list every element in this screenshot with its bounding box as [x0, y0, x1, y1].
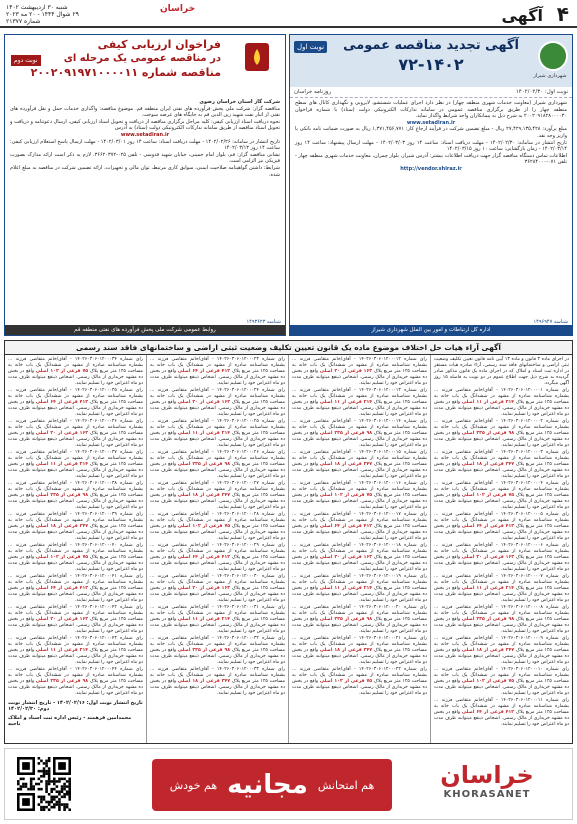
publication-badge: نوبت اول [294, 41, 327, 53]
plate-number: ۱۶۳ فرعی از ۲۰ اصلی [177, 586, 231, 591]
page-number: ۴ [556, 2, 569, 26]
ruling-item: رای شماره ۱۴۰۲۶۰۳۰۶۰۱۲۰۰۰۳۴ - آقای/خانم متقاضی فرزند ... بشماره شناسنامه صادره از مشهد در ششدانگ یک باب خانه به مساحت ۱۲۵ متر مربع پلاک ۷۵ فرعی از ۱۰۲ اصلی واقع در بخش ده مشهد خریداری از مالک رسمی. اشخاص ذینفع میتوانند ظرف مدت دو ماه اعتراض خود را تسلیم نمایند. [8, 357, 143, 386]
notice-intro: در اجرای ماده ۳ قانون و ماده ۱۳ آیین نامه قانون تعیین تکلیف وضعیت ثبتی اراضی و ساختمانهای فاقد سند رسمی، آراء صادره هیات مستقر در اداره ثبت اسناد و املاک که در اجرای ماده یک قانون مذکور صادر گردیده به شرح ذیل جهت اطلاع عموم در دو نوبت به فاصله ۱۵ روز آگهی میگردد. [434, 357, 569, 386]
ruling-item: رای شماره ۱۴۰۲۶۰۳۰۶۰۱۲۰۰۰۰۹ - آقای/خانم متقاضی فرزند ... بشماره شناسنامه صادره از مشهد در ششدانگ یک باب خانه به مساحت ۱۲۵ متر مربع پلاک ۳۴۷ فرعی از ۱۸ اصلی واقع در بخش ده مشهد خریداری از مالک رسمی. اشخاص ذینفع میتوانند ظرف مدت دو ماه اعتراض خود را تسلیم نمایند. [434, 636, 569, 665]
ruling-item: رای شماره ۱۴۰۲۶۰۳۰۶۰۱۲۰۰۰۱۹ - آقای/خانم متقاضی فرزند ... بشماره شناسنامه صادره از مشهد در ششدانگ یک باب خانه به مساحت ۱۲۵ متر مربع پلاک ۲۱۴ فرعی از ۱۱ اصلی واقع در بخش ده مشهد خریداری از مالک رسمی. اشخاص ذینفع میتوانند ظرف مدت دو ماه اعتراض خود را تسلیم نمایند. [292, 574, 427, 603]
ruling-item: رای شماره ۱۴۰۲۶۰۳۰۶۰۱۲۰۰۰۳۳ - آقای/خانم متقاضی فرزند ... بشماره شناسنامه صادره از مشهد در ششدانگ یک باب خانه به مساحت ۱۲۵ متر مربع پلاک ۳۴۷ فرعی از ۱۸ اصلی واقع در بخش ده مشهد خریداری از مالک رسمی. اشخاص ذینفع میتوانند ظرف مدت دو ماه اعتراض خود را تسلیم نمایند. [150, 667, 285, 696]
plate-number: ۷۵ فرعی از ۱۰۲ اصلی [319, 679, 373, 684]
notice-column [5, 355, 146, 743]
plate-number: ۴۱۲ فرعی از ۶۴ اصلی [319, 524, 373, 529]
ruling-item: رای شماره ۱۴۰۲۶۰۳۰۶۰۱۲۰۰۰۱۵ - آقای/خانم متقاضی فرزند ... بشماره شناسنامه صادره از مشهد در ششدانگ یک باب خانه به مساحت ۱۲۵ متر مربع پلاک ۳۴۷ فرعی از ۱۸ اصلی واقع در بخش ده مشهد خریداری از مالک رسمی. اشخاص ذینفع میتوانند ظرف مدت دو ماه اعتراض خود را تسلیم نمایند. [292, 450, 427, 479]
ruling-item: رای شماره ۱۴۰۲۶۰۳۰۶۰۱۲۰۰۰۱۶ - آقای/خانم متقاضی فرزند ... بشماره شناسنامه صادره از مشهد در ششدانگ یک باب خانه به مساحت ۱۲۵ متر مربع پلاک ۷۵ فرعی از ۱۰۲ اصلی واقع در بخش ده مشهد خریداری از مالک رسمی. اشخاص ذینفع میتوانند ظرف مدت دو ماه اعتراض خود را تسلیم نمایند. [292, 481, 427, 510]
plate-number: ۷۵ فرعی از ۱۰۲ اصلی [461, 493, 515, 498]
ad-footer: روابط عمومی شرکت ملی پخش فرآورده های نفتی منطقه قم [5, 325, 285, 335]
ruling-item: رای شماره ۱۴۰۲۶۰۳۰۶۰۱۲۰۰۰۱۱ - آقای/خانم متقاضی فرزند ... بشماره شناسنامه صادره از مشهد در ششدانگ یک باب خانه به مساحت ۱۲۵ متر مربع پلاک ۴۱۲ فرعی از ۶۴ اصلی واقع در بخش ده مشهد خریداری از مالک رسمی. اشخاص ذینفع میتوانند ظرف مدت دو ماه اعتراض خود را تسلیم نمایند. [434, 698, 569, 727]
ruling-item: رای شماره ۱۴۰۲۶۰۳۰۶۰۱۲۰۰۰۲۸ - آقای/خانم متقاضی فرزند ... بشماره شناسنامه صادره از مشهد در ششدانگ یک باب خانه به مساحت ۱۲۵ متر مربع پلاک ۷۵ فرعی از ۱۰۲ اصلی واقع در بخش ده مشهد خریداری از مالک رسمی. اشخاص ذینفع میتوانند ظرف مدت دو ماه اعتراض خود را تسلیم نمایند. [150, 512, 285, 541]
ad-body: شهرداری شیراز (معاونت خدمات شهری منطقه چهار) در نظر دارد اجرای عملیات شستشو، لایروبی و نگهداری کانال های سطح منطقه چهار را از طریق برگزاری مناقصه عمومی در سامانه تدارکات الکترونیکی دولت (ستاد) با شماره فراخوان ۲۰۰۲۰۹۱۸۲۸۰۰۰۰۳۰ به شرح ذیل به پیمانکاران واجد شرایط واگذار نماید. www.setadiran.ir مبلغ برآورد: ۲۷,۴۲۹,۱۳۵,۴۲۸ ریال - مبلغ تضمین شرکت در فرآیند ارجاع کار: ۱,۳۷۱,۴۵۶,۷۷۱ ریال به صورت ضمانت نامه بانکی یا واریز وجه نقد. تاریخ انتشار در سامانه: ۱۴۰۲/۰۲/۳۰ - مهلت دریافت اسناد: ساعت ۱۴ روز ۱۴۰۲/۰۳/۰۳ - مهلت ارسال پیشنهاد: ساعت ۱۴ روز ۱۴۰۲/۰۳/۱۴ - زمان بازگشایی: ساعت ۱۰ روز ۱۴۰۲/۰۳/۱۵ اطلاعات تماس دستگاه مناقصه گزار جهت دریافت اطلاعات بیشتر: آدرس شیراز، بلوار چمران، معاونت خدمات شهری منطقه چهار - تلفن ۰۷۱-۳۶۲۸۴۰۰۰ http://vendor.shiraz.ir [295, 100, 567, 172]
setad-link[interactable]: www.setadiran.ir [406, 119, 456, 126]
ruling-item: رای شماره ۱۴۰۲۶۰۳۰۶۰۱۲۰۰۰۰۵ - آقای/خانم متقاضی فرزند ... بشماره شناسنامه صادره از مشهد در ششدانگ یک باب خانه به مساحت ۱۲۵ متر مربع پلاک ۴۱۲ فرعی از ۶۴ اصلی واقع در بخش ده مشهد خریداری از مالک رسمی. اشخاص ذینفع میتوانند ظرف مدت دو ماه اعتراض خود را تسلیم نمایند. [434, 512, 569, 541]
ad-meta: نوبت اول: ۱۴۰۲/۰۲/۳۰ روزنامه خراسان [290, 87, 572, 98]
ruling-item: رای شماره ۱۴۰۲۶۰۳۰۶۰۱۲۰۰۰۳۶ - آقای/خانم متقاضی فرزند ... بشماره شناسنامه صادره از مشهد در ششدانگ یک باب خانه به مساحت ۱۲۵ متر مربع پلاک ۱۶۳ فرعی از ۲۰ اصلی واقع در بخش ده مشهد خریداری از مالک رسمی. اشخاص ذینفع میتوانند ظرف مدت دو ماه اعتراض خود را تسلیم نمایند. [8, 419, 143, 448]
notice-column [288, 355, 430, 743]
ad-number: مناقصه شماره ۲۰۰۲۰۹۱۹۷۱۰۰۰۰۱۱ [30, 66, 221, 79]
gas-company-logo-icon [233, 39, 281, 79]
plate-number: ۱۶۳ فرعی از ۲۰ اصلی [35, 431, 89, 436]
publication-dates: تاریخ انتشار نوبت اول: ۱۴۰۲/۰۲/۱۶ - تاریخ انتشار نوبت دوم: ۱۴۰۲/۰۲/۳۰ [8, 700, 143, 712]
ruling-item: رای شماره ۱۴۰۲۶۰۳۰۶۰۱۲۰۰۰۲۰ - آقای/خانم متقاضی فرزند ... بشماره شناسنامه صادره از مشهد در ششدانگ یک باب خانه به مساحت ۱۲۵ متر مربع پلاک ۹۸ فرعی از ۲۳۵ اصلی واقع در بخش ده مشهد خریداری از مالک رسمی. اشخاص ذینفع میتوانند ظرف مدت دو ماه اعتراض خود را تسلیم نمایند. [292, 605, 427, 634]
plate-number: ۹۸ فرعی از ۲۳۵ اصلی [35, 679, 89, 684]
logo-caption: شهرداری شیراز [533, 73, 567, 79]
plate-number: ۳۴۷ فرعی از ۱۸ اصلی [319, 462, 373, 467]
ruling-item: رای شماره ۱۴۰۲۶۰۳۰۶۰۱۲۰۰۰۰۲ - آقای/خانم متقاضی فرزند ... بشماره شناسنامه صادره از مشهد در ششدانگ یک باب خانه به مساحت ۱۲۵ متر مربع پلاک ۹۸ فرعی از ۲۳۵ اصلی واقع در بخش ده مشهد خریداری از مالک رسمی. اشخاص ذینفع میتوانند ظرف مدت دو ماه اعتراض خود را تسلیم نمایند. [434, 419, 569, 448]
ruling-item: رای شماره ۱۴۰۲۶۰۳۰۶۰۱۲۰۰۰۰۶ - آقای/خانم متقاضی فرزند ... بشماره شناسنامه صادره از مشهد در ششدانگ یک باب خانه به مساحت ۱۲۵ متر مربع پلاک ۱۶۳ فرعی از ۲۰ اصلی واقع در بخش ده مشهد خریداری از مالک رسمی. اشخاص ذینفع میتوانند ظرف مدت دو ماه اعتراض خود را تسلیم نمایند. [434, 543, 569, 572]
plate-number: ۷۵ فرعی از ۱۰۲ اصلی [35, 555, 89, 560]
ruling-item: رای شماره ۱۴۰۲۶۰۳۰۶۰۱۲۰۰۰۳۷ - آقای/خانم متقاضی فرزند ... بشماره شناسنامه صادره از مشهد در ششدانگ یک باب خانه به مساحت ۱۲۵ متر مربع پلاک ۲۱۴ فرعی از ۱۱ اصلی واقع در بخش ده مشهد خریداری از مالک رسمی. اشخاص ذینفع میتوانند ظرف مدت دو ماه اعتراض خود را تسلیم نمایند. [8, 450, 143, 479]
ad-title-bar [5, 35, 285, 97]
plate-number: ۹۸ فرعی از ۲۳۵ اصلی [461, 617, 515, 622]
vendor-link[interactable]: http://vendor.shiraz.ir [400, 165, 462, 172]
ruling-item: رای شماره ۱۴۰۲۶۰۳۰۶۰۱۲۰۰۰۲۱ - آقای/خانم متقاضی فرزند ... بشماره شناسنامه صادره از مشهد در ششدانگ یک باب خانه به مساحت ۱۲۵ متر مربع پلاک ۳۴۷ فرعی از ۱۸ اصلی واقع در بخش ده مشهد خریداری از مالک رسمی. اشخاص ذینفع میتوانند ظرف مدت دو ماه اعتراض خود را تسلیم نمایند. [292, 636, 427, 665]
publication-badge: نوبت دوم [11, 55, 41, 66]
ruling-item: رای شماره ۱۴۰۲۶۰۳۰۶۰۱۲۰۰۰۰۴ - آقای/خانم متقاضی فرزند ... بشماره شناسنامه صادره از مشهد در ششدانگ یک باب خانه به مساحت ۱۲۵ متر مربع پلاک ۷۵ فرعی از ۱۰۲ اصلی واقع در بخش ده مشهد خریداری از مالک رسمی. اشخاص ذینفع میتوانند ظرف مدت دو ماه اعتراض خود را تسلیم نمایند. [434, 481, 569, 510]
ruling-item: رای شماره ۱۴۰۲۶۰۳۰۶۰۱۲۰۰۰۴۰ - آقای/خانم متقاضی فرزند ... بشماره شناسنامه صادره از مشهد در ششدانگ یک باب خانه به مساحت ۱۲۵ متر مربع پلاک ۷۵ فرعی از ۱۰۲ اصلی واقع در بخش ده مشهد خریداری از مالک رسمی. اشخاص ذینفع میتوانند ظرف مدت دو ماه اعتراض خود را تسلیم نمایند. [8, 543, 143, 572]
ruling-item: رای شماره ۱۴۰۲۶۰۳۰۶۰۱۲۰۰۰۳۲ - آقای/خانم متقاضی فرزند ... بشماره شناسنامه صادره از مشهد در ششدانگ یک باب خانه به مساحت ۱۲۵ متر مربع پلاک ۹۸ فرعی از ۲۳۵ اصلی واقع در بخش ده مشهد خریداری از مالک رسمی. اشخاص ذینفع میتوانند ظرف مدت دو ماه اعتراض خود را تسلیم نمایند. [150, 636, 285, 665]
ruling-item: رای شماره ۱۴۰۲۶۰۳۰۶۰۱۲۰۰۰۰۱ - آقای/خانم متقاضی فرزند ... بشماره شناسنامه صادره از مشهد در ششدانگ یک باب خانه به مساحت ۱۲۵ متر مربع پلاک ۲۱۴ فرعی از ۱۱ اصلی واقع در بخش ده مشهد خریداری از مالک رسمی. اشخاص ذینفع میتوانند ظرف مدت دو ماه اعتراض خود را تسلیم نمایند. [434, 388, 569, 417]
ruling-item: رای شماره ۱۴۰۲۶۰۳۰۶۰۱۲۰۰۰۰۸ - آقای/خانم متقاضی فرزند ... بشماره شناسنامه صادره از مشهد در ششدانگ یک باب خانه به مساحت ۱۲۵ متر مربع پلاک ۹۸ فرعی از ۲۳۵ اصلی واقع در بخش ده مشهد خریداری از مالک رسمی. اشخاص ذینفع میتوانند ظرف مدت دو ماه اعتراض خود را تسلیم نمایند. [434, 605, 569, 634]
plate-number: ۲۱۴ فرعی از ۱۱ اصلی [35, 462, 89, 467]
plate-number: ۴۱۲ فرعی از ۶۴ اصلی [177, 369, 231, 374]
plate-number: ۷۵ فرعی از ۱۰۲ اصلی [177, 524, 231, 529]
ruling-item: رای شماره ۱۴۰۲۶۰۳۰۶۰۱۲۰۰۰۳۸ - آقای/خانم متقاضی فرزند ... بشماره شناسنامه صادره از مشهد در ششدانگ یک باب خانه به مساحت ۱۲۵ متر مربع پلاک ۹۸ فرعی از ۲۳۵ اصلی واقع در بخش ده مشهد خریداری از مالک رسمی. اشخاص ذینفع میتوانند ظرف مدت دو ماه اعتراض خود را تسلیم نمایند. [8, 481, 143, 510]
plate-number: ۷۵ فرعی از ۱۰۲ اصلی [461, 679, 515, 684]
ruling-item: رای شماره ۱۴۰۲۶۰۳۰۶۰۱۲۰۰۰۲۴ - آقای/خانم متقاضی فرزند ... بشماره شناسنامه صادره از مشهد در ششدانگ یک باب خانه به مساحت ۱۲۵ متر مربع پلاک ۱۶۳ فرعی از ۲۰ اصلی واقع در بخش ده مشهد خریداری از مالک رسمی. اشخاص ذینفع میتوانند ظرف مدت دو ماه اعتراض خود را تسلیم نمایند. [150, 388, 285, 417]
plate-number: ۱۶۳ فرعی از ۲۰ اصلی [35, 617, 89, 622]
plate-number: ۴۱۲ فرعی از ۶۴ اصلی [35, 400, 89, 405]
plate-number: ۱۶۳ فرعی از ۲۰ اصلی [461, 555, 515, 560]
ad-number: ۷۲-۱۴۰۲ [398, 55, 464, 74]
notice-column [146, 355, 288, 743]
ad-body: شرکت گاز استان خراسان رضوی مناقصه گزار: شرکت ملی پخش فرآورده های نفتی ایران منطقه قم. موضوع مناقصه: واگذاری خدمات حمل و نقل فرآورده های نفتی از انبار نفت شهید زین الدین قم به جایگاه های عرضه سوخت. نحوه دریافت اسناد ارزیابی کیفی: کلیه مراحل برگزاری مناقصه از دریافت و تحویل اسناد ارزیابی کیفی، ارسال دعوتنامه و دریافت و تحویل اسناد مناقصه از طریق سامانه تدارکات الکترونیکی دولت (ستاد) به آدرس www.setadiran.ir تاریخ انتشار در سامانه: ۱۴۰۲/۰۲/۲۶ - مهلت دریافت اسناد: ساعت ۱۴ روز ۱۴۰۲/۰۳/۰۱ - مهلت ارسال پاسخ استعلام ارزیابی کیفی: ساعت ۱۴ روز ۱۴۰۲/۰۳/۱۳ نشانی مناقصه گزار: قم، بلوار امام خمینی، خیابان شهید قدوسی - تلفن ۰۲۵-۳۶۶۲۰۳۷۲. لازم به ذکر است ارائه مدارک بصورت فیزیکی نیز الزامی است. شرایط: داشتن گواهینامه صلاحیت ایمنی، سوابق کاری مرتبط، توان مالی و تجهیزات، ارائه تضمین شرکت در مناقصه به مبلغ اعلام شده. [10, 99, 280, 178]
plate-number: ۲۱۴ فرعی از ۱۱ اصلی [35, 648, 89, 653]
plate-number: ۴۱۲ فرعی از ۶۴ اصلی [35, 586, 89, 591]
plate-number: ۱۶۳ فرعی از ۲۰ اصلی [319, 369, 373, 374]
ad-id: شناسه ۱۴۹۶۹۴۷ [533, 319, 568, 325]
issue-date: شنبه ۳۰ اردیبهشت ۱۴۰۲ ۲۹ شوال ۱۴۴۴ - ۲۰ مه ۲۰۲۳ شماره ۲۱۳۷۷ [6, 4, 79, 25]
plate-number: ۳۴۷ فرعی از ۱۸ اصلی [35, 524, 89, 529]
ruling-item: رای شماره ۱۴۰۲۶۰۳۰۶۰۱۲۰۰۰۱۷ - آقای/خانم متقاضی فرزند ... بشماره شناسنامه صادره از مشهد در ششدانگ یک باب خانه به مساحت ۱۲۵ متر مربع پلاک ۴۱۲ فرعی از ۶۴ اصلی واقع در بخش ده مشهد خریداری از مالک رسمی. اشخاص ذینفع میتوانند ظرف مدت دو ماه اعتراض خود را تسلیم نمایند. [292, 512, 427, 541]
plate-number: ۷۵ فرعی از ۱۰۲ اصلی [319, 493, 373, 498]
ad-title: آگهی تجدید مناقصه عمومی [343, 38, 519, 53]
plate-number: ۴۱۲ فرعی از ۶۴ اصلی [461, 524, 515, 529]
ruling-item: رای شماره ۱۴۰۲۶۰۳۰۶۰۱۲۰۰۰۴۲ - آقای/خانم متقاضی فرزند ... بشماره شناسنامه صادره از مشهد در ششدانگ یک باب خانه به مساحت ۱۲۵ متر مربع پلاک ۱۶۳ فرعی از ۲۰ اصلی واقع در بخش ده مشهد خریداری از مالک رسمی. اشخاص ذینفع میتوانند ظرف مدت دو ماه اعتراض خود را تسلیم نمایند. [8, 605, 143, 634]
setad-link[interactable]: www.setadiran.ir [120, 131, 170, 138]
ruling-item: رای شماره ۱۴۰۲۶۰۳۰۶۰۱۲۰۰۰۳۱ - آقای/خانم متقاضی فرزند ... بشماره شناسنامه صادره از مشهد در ششدانگ یک باب خانه به مساحت ۱۲۵ متر مربع پلاک ۲۱۴ فرعی از ۱۱ اصلی واقع در بخش ده مشهد خریداری از مالک رسمی. اشخاص ذینفع میتوانند ظرف مدت دو ماه اعتراض خود را تسلیم نمایند. [150, 605, 285, 634]
ruling-item: رای شماره ۱۴۰۲۶۰۳۰۶۰۱۲۰۰۰۰۷ - آقای/خانم متقاضی فرزند ... بشماره شناسنامه صادره از مشهد در ششدانگ یک باب خانه به مساحت ۱۲۵ متر مربع پلاک ۲۱۴ فرعی از ۱۱ اصلی واقع در بخش ده مشهد خریداری از مالک رسمی. اشخاص ذینفع میتوانند ظرف مدت دو ماه اعتراض خود را تسلیم نمایند. [434, 574, 569, 603]
ruling-item: رای شماره ۱۴۰۲۶۰۳۰۶۰۱۲۰۰۰۱۸ - آقای/خانم متقاضی فرزند ... بشماره شناسنامه صادره از مشهد در ششدانگ یک باب خانه به مساحت ۱۲۵ متر مربع پلاک ۱۶۳ فرعی از ۲۰ اصلی واقع در بخش ده مشهد خریداری از مالک رسمی. اشخاص ذینفع میتوانند ظرف مدت دو ماه اعتراض خود را تسلیم نمایند. [292, 543, 427, 572]
ruling-item: رای شماره ۱۴۰۲۶۰۳۰۶۰۱۲۰۰۰۳۰ - آقای/خانم متقاضی فرزند ... بشماره شناسنامه صادره از مشهد در ششدانگ یک باب خانه به مساحت ۱۲۵ متر مربع پلاک ۱۶۳ فرعی از ۲۰ اصلی واقع در بخش ده مشهد خریداری از مالک رسمی. اشخاص ذینفع میتوانند ظرف مدت دو ماه اعتراض خود را تسلیم نمایند. [150, 574, 285, 603]
plate-number: ۳۴۷ فرعی از ۱۸ اصلی [177, 493, 231, 498]
plate-number: ۹۸ فرعی از ۲۳۵ اصلی [461, 431, 515, 436]
notice-columns [5, 355, 572, 743]
page-header [0, 0, 577, 28]
ruling-item: رای شماره ۱۴۰۲۶۰۳۰۶۰۱۲۰۰۰۲۵ - آقای/خانم متقاضی فرزند ... بشماره شناسنامه صادره از مشهد در ششدانگ یک باب خانه به مساحت ۱۲۵ متر مربع پلاک ۲۱۴ فرعی از ۱۱ اصلی واقع در بخش ده مشهد خریداری از مالک رسمی. اشخاص ذینفع میتوانند ظرف مدت دو ماه اعتراض خود را تسلیم نمایند. [150, 419, 285, 448]
tender-ad-qom [4, 34, 286, 336]
plate-number: ۹۸ فرعی از ۲۳۵ اصلی [177, 462, 231, 467]
plate-number: ۹۸ فرعی از ۲۳۵ اصلی [319, 431, 373, 436]
plate-number: ۱۶۳ فرعی از ۲۰ اصلی [319, 555, 373, 560]
promo-banner[interactable] [4, 748, 573, 820]
plate-number: ۹۸ فرعی از ۲۳۵ اصلی [177, 648, 231, 653]
ad-title-bar [290, 35, 572, 87]
plate-number: ۲۱۴ فرعی از ۱۱ اصلی [461, 586, 515, 591]
plate-number: ۳۴۷ فرعی از ۱۸ اصلی [177, 679, 231, 684]
plate-number: ۳۴۷ فرعی از ۱۸ اصلی [461, 462, 515, 467]
ad-id: شناسه ۱۴۹۳۶۲۳ [246, 319, 281, 325]
plate-number: ۷۵ فرعی از ۱۰۲ اصلی [35, 369, 89, 374]
plate-number: ۲۱۴ فرعی از ۱۱ اصلی [177, 617, 231, 622]
plate-number: ۲۱۴ فرعی از ۱۱ اصلی [461, 400, 515, 405]
ruling-item: رای شماره ۱۴۰۲۶۰۳۰۶۰۱۲۰۰۰۴۴ - آقای/خانم متقاضی فرزند ... بشماره شناسنامه صادره از مشهد در ششدانگ یک باب خانه به مساحت ۱۲۵ متر مربع پلاک ۹۸ فرعی از ۲۳۵ اصلی واقع در بخش ده مشهد خریداری از مالک رسمی. اشخاص ذینفع میتوانند ظرف مدت دو ماه اعتراض خود را تسلیم نمایند. [8, 667, 143, 696]
ruling-item: رای شماره ۱۴۰۲۶۰۳۰۶۰۱۲۰۰۰۱۴ - آقای/خانم متقاضی فرزند ... بشماره شناسنامه صادره از مشهد در ششدانگ یک باب خانه به مساحت ۱۲۵ متر مربع پلاک ۹۸ فرعی از ۲۳۵ اصلی واقع در بخش ده مشهد خریداری از مالک رسمی. اشخاص ذینفع میتوانند ظرف مدت دو ماه اعتراض خود را تسلیم نمایند. [292, 419, 427, 448]
plate-number: ۹۸ فرعی از ۲۳۵ اصلی [35, 493, 89, 498]
ad-footer: اداره کل ارتباطات و امور بین الملل شهرداری شیراز [290, 325, 572, 335]
ruling-item: رای شماره ۱۴۰۲۶۰۳۰۶۰۱۲۰۰۰۳۵ - آقای/خانم متقاضی فرزند ... بشماره شناسنامه صادره از مشهد در ششدانگ یک باب خانه به مساحت ۱۲۵ متر مربع پلاک ۴۱۲ فرعی از ۶۴ اصلی واقع در بخش ده مشهد خریداری از مالک رسمی. اشخاص ذینفع میتوانند ظرف مدت دو ماه اعتراض خود را تسلیم نمایند. [8, 388, 143, 417]
notice-title: آگهی آراء هیات حل اختلاف موضوع ماده یک قانون تعیین تکلیف وضعیت ثبتی اراضی و ساختمانهای فاقد سند رسمی [5, 341, 572, 355]
signature: محمدامین فرهمند - رئیس اداره ثبت اسناد و املاک ناحیه [8, 715, 132, 727]
registry-notice [4, 340, 573, 744]
ruling-item: رای شماره ۱۴۰۲۶۰۳۰۶۰۱۲۰۰۰۲۷ - آقای/خانم متقاضی فرزند ... بشماره شناسنامه صادره از مشهد در ششدانگ یک باب خانه به مساحت ۱۲۵ متر مربع پلاک ۳۴۷ فرعی از ۱۸ اصلی واقع در بخش ده مشهد خریداری از مالک رسمی. اشخاص ذینفع میتوانند ظرف مدت دو ماه اعتراض خود را تسلیم نمایند. [150, 481, 285, 510]
ruling-item: رای شماره ۱۴۰۲۶۰۳۰۶۰۱۲۰۰۰۲۶ - آقای/خانم متقاضی فرزند ... بشماره شناسنامه صادره از مشهد در ششدانگ یک باب خانه به مساحت ۱۲۵ متر مربع پلاک ۹۸ فرعی از ۲۳۵ اصلی واقع در بخش ده مشهد خریداری از مالک رسمی. اشخاص ذینفع میتوانند ظرف مدت دو ماه اعتراض خود را تسلیم نمایند. [150, 450, 285, 479]
brand-name: خراسان [160, 4, 196, 14]
ruling-item: رای شماره ۱۴۰۲۶۰۳۰۶۰۱۲۰۰۰۲۹ - آقای/خانم متقاضی فرزند ... بشماره شناسنامه صادره از مشهد در ششدانگ یک باب خانه به مساحت ۱۲۵ متر مربع پلاک ۴۱۲ فرعی از ۶۴ اصلی واقع در بخش ده مشهد خریداری از مالک رسمی. اشخاص ذینفع میتوانند ظرف مدت دو ماه اعتراض خود را تسلیم نمایند. [150, 543, 285, 572]
ruling-item: رای شماره ۱۴۰۲۶۰۳۰۶۰۱۲۰۰۰۳۹ - آقای/خانم متقاضی فرزند ... بشماره شناسنامه صادره از مشهد در ششدانگ یک باب خانه به مساحت ۱۲۵ متر مربع پلاک ۳۴۷ فرعی از ۱۸ اصلی واقع در بخش ده مشهد خریداری از مالک رسمی. اشخاص ذینفع میتوانند ظرف مدت دو ماه اعتراض خود را تسلیم نمایند. [8, 512, 143, 541]
plate-number: ۹۸ فرعی از ۲۳۵ اصلی [319, 617, 373, 622]
ad-subtitle: در مناقصه عمومی یک مرحله ای [63, 53, 221, 64]
promo-box[interactable]: هم امتحانش مجانیه هم خودش [152, 759, 392, 811]
khorasan-logo: خراسان KHORASANET [440, 761, 534, 800]
ruling-item: رای شماره ۱۴۰۲۶۰۳۰۶۰۱۲۰۰۰۲۲ - آقای/خانم متقاضی فرزند ... بشماره شناسنامه صادره از مشهد در ششدانگ یک باب خانه به مساحت ۱۲۵ متر مربع پلاک ۷۵ فرعی از ۱۰۲ اصلی واقع در بخش ده مشهد خریداری از مالک رسمی. اشخاص ذینفع میتوانند ظرف مدت دو ماه اعتراض خود را تسلیم نمایند. [292, 667, 427, 696]
plate-number: ۱۶۳ فرعی از ۲۰ اصلی [177, 400, 231, 405]
section-title: آگهی [501, 6, 543, 25]
qr-code-icon[interactable] [17, 757, 71, 811]
plate-number: ۲۱۴ فرعی از ۱۱ اصلی [319, 586, 373, 591]
plate-number: ۴۱۲ فرعی از ۶۴ اصلی [461, 710, 515, 715]
ad-title: فراخوان ارزیابی کیفی [97, 38, 221, 51]
plate-number: ۴۱۲ فرعی از ۶۴ اصلی [177, 555, 231, 560]
ruling-item: رای شماره ۱۴۰۲۶۰۳۰۶۰۱۲۰۰۰۱۲ - آقای/خانم متقاضی فرزند ... بشماره شناسنامه صادره از مشهد در ششدانگ یک باب خانه به مساحت ۱۲۵ متر مربع پلاک ۱۶۳ فرعی از ۲۰ اصلی واقع در بخش ده مشهد خریداری از مالک رسمی. اشخاص ذینفع میتوانند ظرف مدت دو ماه اعتراض خود را تسلیم نمایند. [292, 357, 427, 386]
ruling-item: رای شماره ۱۴۰۲۶۰۳۰۶۰۱۲۰۰۰۴۱ - آقای/خانم متقاضی فرزند ... بشماره شناسنامه صادره از مشهد در ششدانگ یک باب خانه به مساحت ۱۲۵ متر مربع پلاک ۴۱۲ فرعی از ۶۴ اصلی واقع در بخش ده مشهد خریداری از مالک رسمی. اشخاص ذینفع میتوانند ظرف مدت دو ماه اعتراض خود را تسلیم نمایند. [8, 574, 143, 603]
plate-number: ۲۱۴ فرعی از ۱۱ اصلی [319, 400, 373, 405]
ruling-item: رای شماره ۱۴۰۲۶۰۳۰۶۰۱۲۰۰۰۱۳ - آقای/خانم متقاضی فرزند ... بشماره شناسنامه صادره از مشهد در ششدانگ یک باب خانه به مساحت ۱۲۵ متر مربع پلاک ۲۱۴ فرعی از ۱۱ اصلی واقع در بخش ده مشهد خریداری از مالک رسمی. اشخاص ذینفع میتوانند ظرف مدت دو ماه اعتراض خود را تسلیم نمایند. [292, 388, 427, 417]
ruling-item: رای شماره ۱۴۰۲۶۰۳۰۶۰۱۲۰۰۰۰۳ - آقای/خانم متقاضی فرزند ... بشماره شناسنامه صادره از مشهد در ششدانگ یک باب خانه به مساحت ۱۲۵ متر مربع پلاک ۳۴۷ فرعی از ۱۸ اصلی واقع در بخش ده مشهد خریداری از مالک رسمی. اشخاص ذینفع میتوانند ظرف مدت دو ماه اعتراض خود را تسلیم نمایند. [434, 450, 569, 479]
ruling-item: رای شماره ۱۴۰۲۶۰۳۰۶۰۱۲۰۰۰۱۰ - آقای/خانم متقاضی فرزند ... بشماره شناسنامه صادره از مشهد در ششدانگ یک باب خانه به مساحت ۱۲۵ متر مربع پلاک ۷۵ فرعی از ۱۰۲ اصلی واقع در بخش ده مشهد خریداری از مالک رسمی. اشخاص ذینفع میتوانند ظرف مدت دو ماه اعتراض خود را تسلیم نمایند. [434, 667, 569, 696]
ruling-item: رای شماره ۱۴۰۲۶۰۳۰۶۰۱۲۰۰۰۴۳ - آقای/خانم متقاضی فرزند ... بشماره شناسنامه صادره از مشهد در ششدانگ یک باب خانه به مساحت ۱۲۵ متر مربع پلاک ۲۱۴ فرعی از ۱۱ اصلی واقع در بخش ده مشهد خریداری از مالک رسمی. اشخاص ذینفع میتوانند ظرف مدت دو ماه اعتراض خود را تسلیم نمایند. [8, 636, 143, 665]
tender-ad-shiraz [289, 34, 573, 336]
ruling-item: رای شماره ۱۴۰۲۶۰۳۰۶۰۱۲۰۰۰۲۳ - آقای/خانم متقاضی فرزند ... بشماره شناسنامه صادره از مشهد در ششدانگ یک باب خانه به مساحت ۱۲۵ متر مربع پلاک ۴۱۲ فرعی از ۶۴ اصلی واقع در بخش ده مشهد خریداری از مالک رسمی. اشخاص ذینفع میتوانند ظرف مدت دو ماه اعتراض خود را تسلیم نمایند. [150, 357, 285, 386]
notice-column [430, 355, 572, 743]
municipality-logo-icon [538, 41, 568, 71]
plate-number: ۳۴۷ فرعی از ۱۸ اصلی [319, 648, 373, 653]
plate-number: ۲۱۴ فرعی از ۱۱ اصلی [177, 431, 231, 436]
plate-number: ۳۴۷ فرعی از ۱۸ اصلی [461, 648, 515, 653]
